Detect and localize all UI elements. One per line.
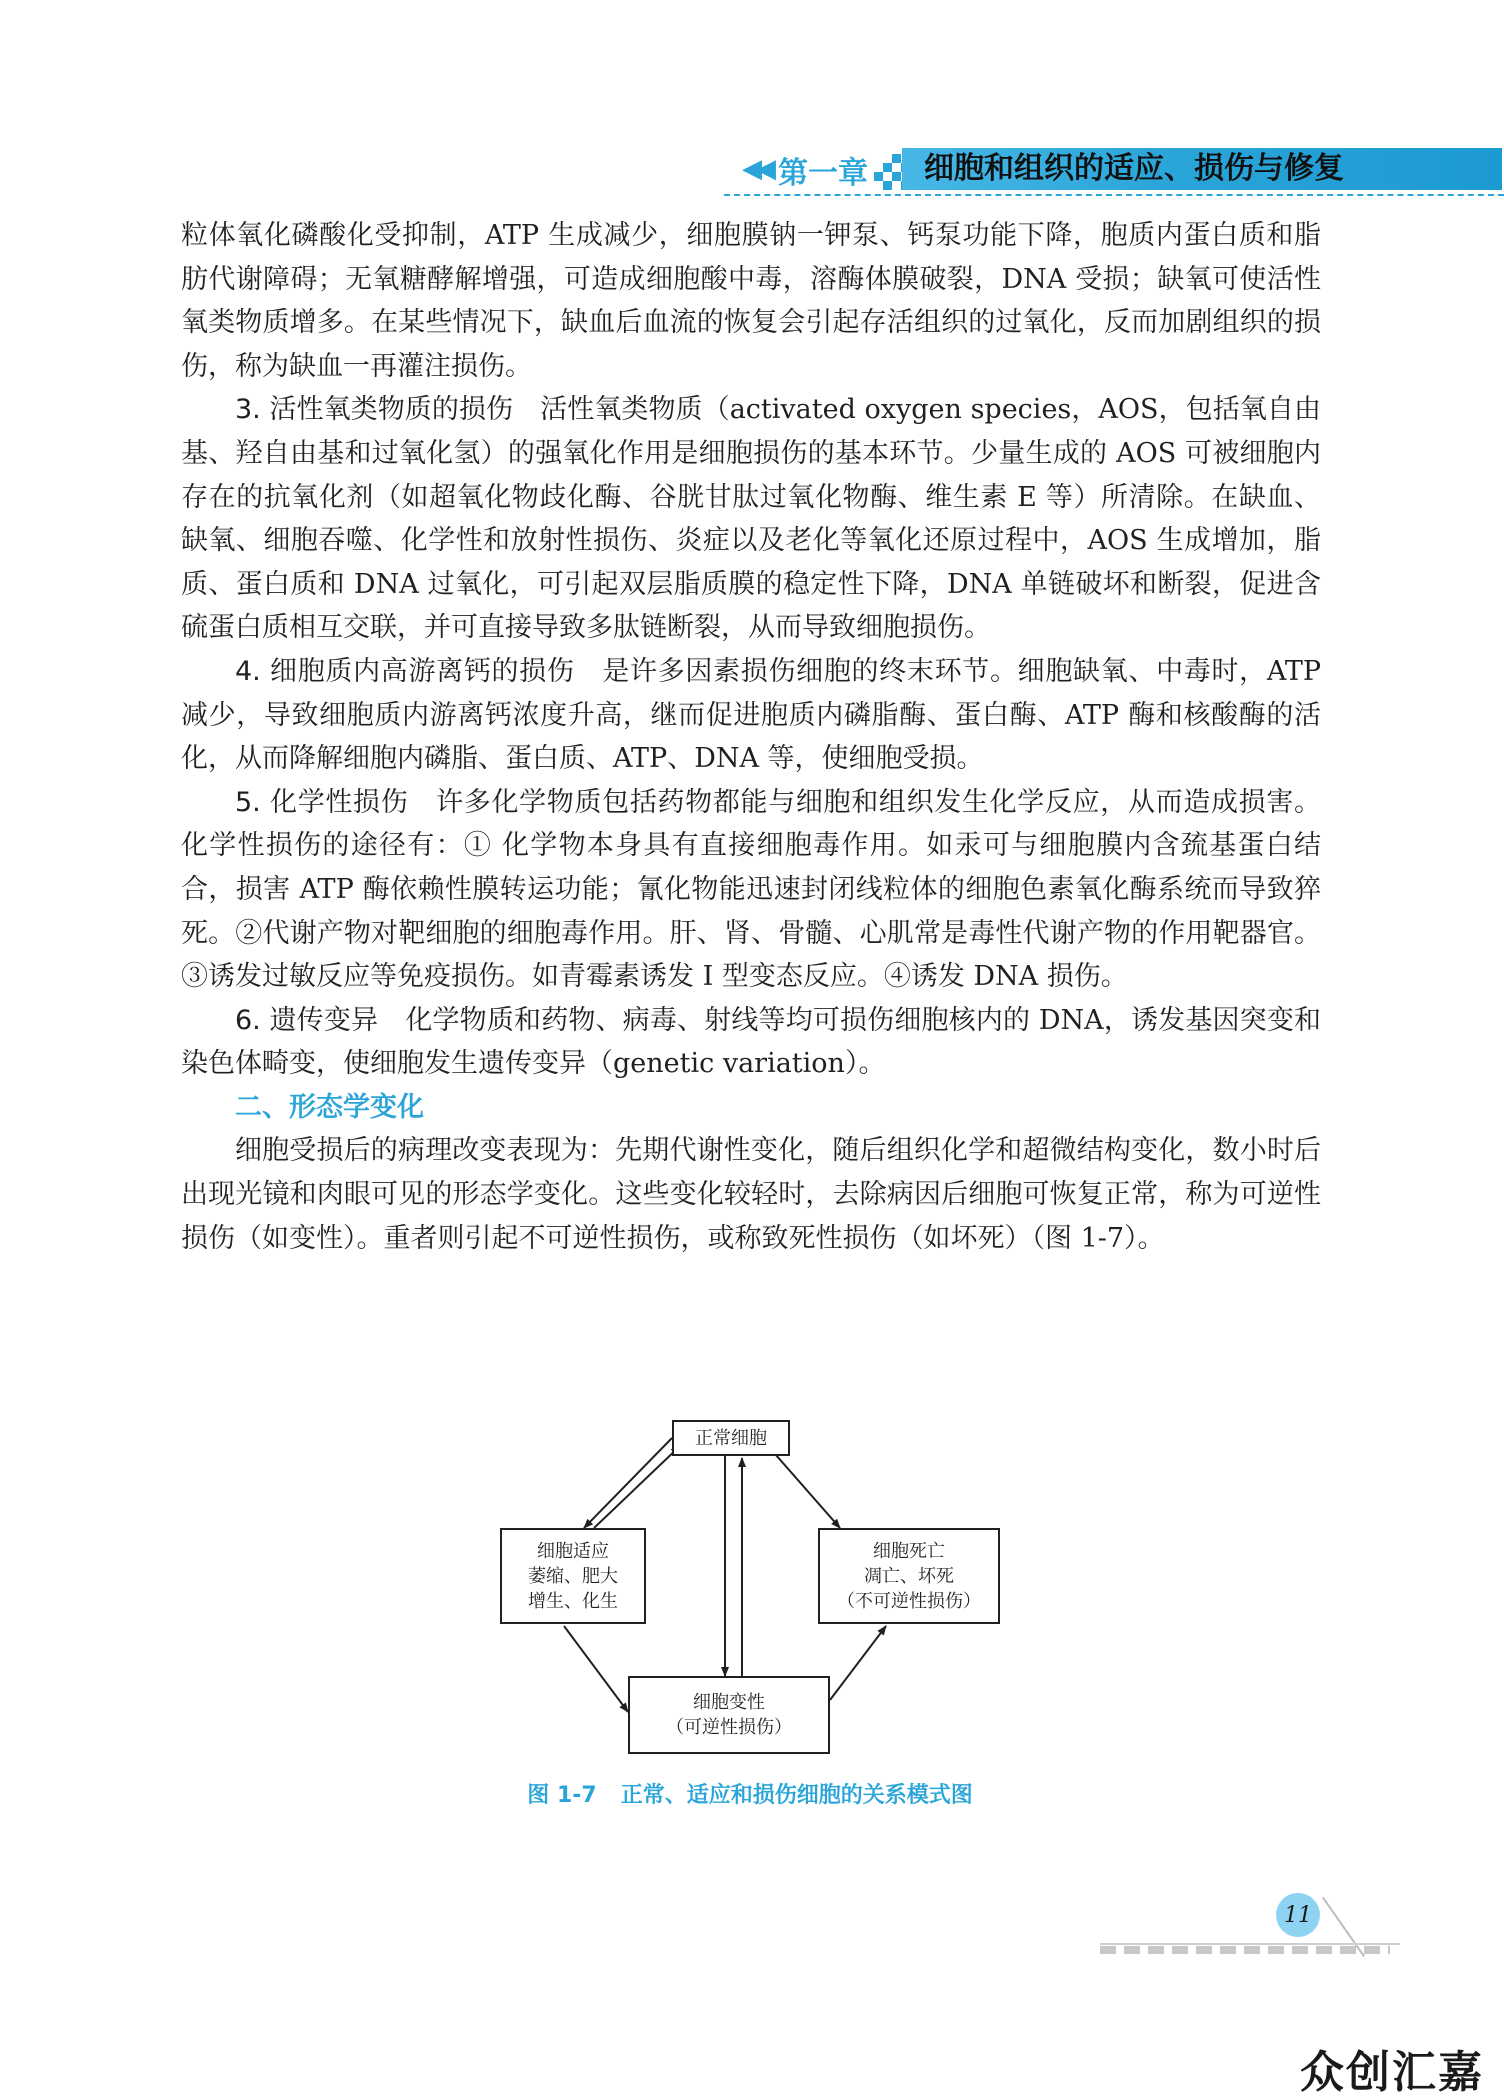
figure-title: 正常、适应和损伤细胞的关系模式图 (620, 1783, 973, 1808)
paragraph (181, 781, 1321, 999)
double-arrow-left-icon: ◀◀ (742, 154, 770, 184)
figure-diagram (500, 1410, 1000, 1755)
paragraph (181, 388, 1321, 650)
body-text (181, 214, 1321, 1260)
paragraph-lead: 5. 化学性损伤 (235, 786, 409, 818)
arrow-adapt-to-degen (564, 1626, 628, 1712)
footer-rule (1100, 1943, 1400, 1945)
chapter-label: 第一章 (778, 156, 868, 191)
box-cell-degeneration (628, 1676, 830, 1754)
paragraph-lead: 4. 细胞质内高游离钙的损伤 (235, 655, 575, 687)
paragraph (181, 650, 1321, 781)
paragraph: 细胞受损后的病理改变表现为：先期代谢性变化，随后组织化学和超微结构变化，数小时后出现光镜和肉眼可见的形态学变化。这些变化较轻时，去除病因后细胞可恢复正常，称为可逆性损伤（如变性）。重者则引起不可逆性损伤，或称致死性损伤（如坏死）（图 1-7）。 (181, 1135, 1321, 1254)
footer-dashes (1100, 1946, 1390, 1954)
box-label: 细胞死亡 (873, 1540, 945, 1562)
header-divider (724, 194, 1504, 196)
arrow-normal-to-adapt (584, 1438, 672, 1528)
paragraph: 粒体氧化磷酸化受抑制，ATP 生成减少，细胞膜钠一钾泵、钙泵功能下降，胞质内蛋白质和脂肪代谢障碍；无氧糖酵解增强，可造成细胞酸中毒，溶酶体膜破裂，DNA 受损；缺氧可使活性氧类物质增多。在某些情况下，缺血后血流的恢复会引起存活组织的过氧化，反而加剧组织的损伤，称为缺血一再灌注损伤。 (181, 220, 1321, 382)
paragraph (181, 999, 1321, 1086)
chapter-title: 细胞和组织的适应、损伤与修复 (924, 151, 1344, 186)
paragraph-text: 化学物质和药物、病毒、射线等均可损伤细胞核内的 DNA，诱发基因突变和染色体畸变，使细胞发生遗传变异（genetic variation）。 (181, 1004, 1321, 1080)
box-label: （不可逆性损伤） (837, 1590, 981, 1612)
watermark-logo: 众创汇嘉 (1300, 2047, 1484, 2098)
box-label: 细胞适应 (537, 1540, 609, 1562)
box-cell-adaptation (500, 1528, 646, 1624)
paragraph-lead: 3. 活性氧类物质的损伤 (235, 394, 514, 426)
box-cell-death (818, 1528, 1000, 1624)
section-heading: 二、形态学变化 (235, 1091, 424, 1123)
paragraph-text: 活性氧类物质（activated oxygen species，AOS，包括氧自由基、羟自由基和过氧化氢）的强氧化作用是细胞损伤的基本环节。少量生成的 AOS 可被细胞内存在的抗氧化剂（如超氧化物歧化酶、谷胱甘肽过氧化物酶、维生素 E 等）所清除。在缺血、缺氧、细胞吞噬、化学性和放射性损伤、炎症以及老化等氧化还原过程中，AOS 生成增加，脂质、蛋白质和 DNA 过氧化，可引起双层脂质膜的稳定性下降，DNA 单链破坏和断裂，促进含硫蛋白质相互交联，并可直接导致多肽链断裂，从而导致细胞损伤。 (181, 394, 1322, 644)
paragraph-text: 是许多因素损伤细胞的终末环节。细胞缺氧、中毒时，ATP 减少，导致细胞质内游离钙浓度升高，继而促进胞质内磷脂酶、蛋白酶、ATP 酶和核酸酶的活化，从而降解细胞内磷脂、蛋白质、ATP、DNA 等，使细胞受损。 (181, 655, 1322, 775)
box-label: 萎缩、肥大 (528, 1565, 618, 1587)
box-label: 正常细胞 (695, 1427, 767, 1449)
arrow-adapt-to-normal (594, 1446, 680, 1528)
page-number: 11 (1276, 1893, 1320, 1937)
figure-caption (500, 1778, 1000, 1809)
paragraph-lead: 6. 遗传变异 (235, 1004, 379, 1036)
box-normal-cell (672, 1420, 790, 1456)
box-label: 细胞变性 (693, 1692, 765, 1713)
box-label: （可逆性损伤） (666, 1717, 792, 1738)
arrow-degen-to-death (830, 1626, 886, 1700)
paragraph-text: 许多化学物质包括药物都能与细胞和组织发生化学反应，从而造成损害。化学性损伤的途径有：① 化学物本身具有直接细胞毒作用。如汞可与细胞膜内含巯基蛋白结合，损害 ATP 酶依赖性膜转运功能；氰化物能迅速封闭线粒体的细胞色素氧化酶系统而导致猝死。②代谢产物对靶细胞的细胞毒作用。肝、肾、骨髓、心肌常是毒性代谢产物的作用靶器官。③诱发过敏反应等免疫损伤。如青霉素诱发 Ⅰ 型变态反应。④诱发 DNA 损伤。 (181, 786, 1322, 993)
figure-number: 图 1-7 (527, 1783, 597, 1808)
box-label: 增生、化生 (528, 1590, 618, 1612)
running-header (0, 0, 1504, 210)
box-label: 凋亡、坏死 (864, 1565, 954, 1587)
